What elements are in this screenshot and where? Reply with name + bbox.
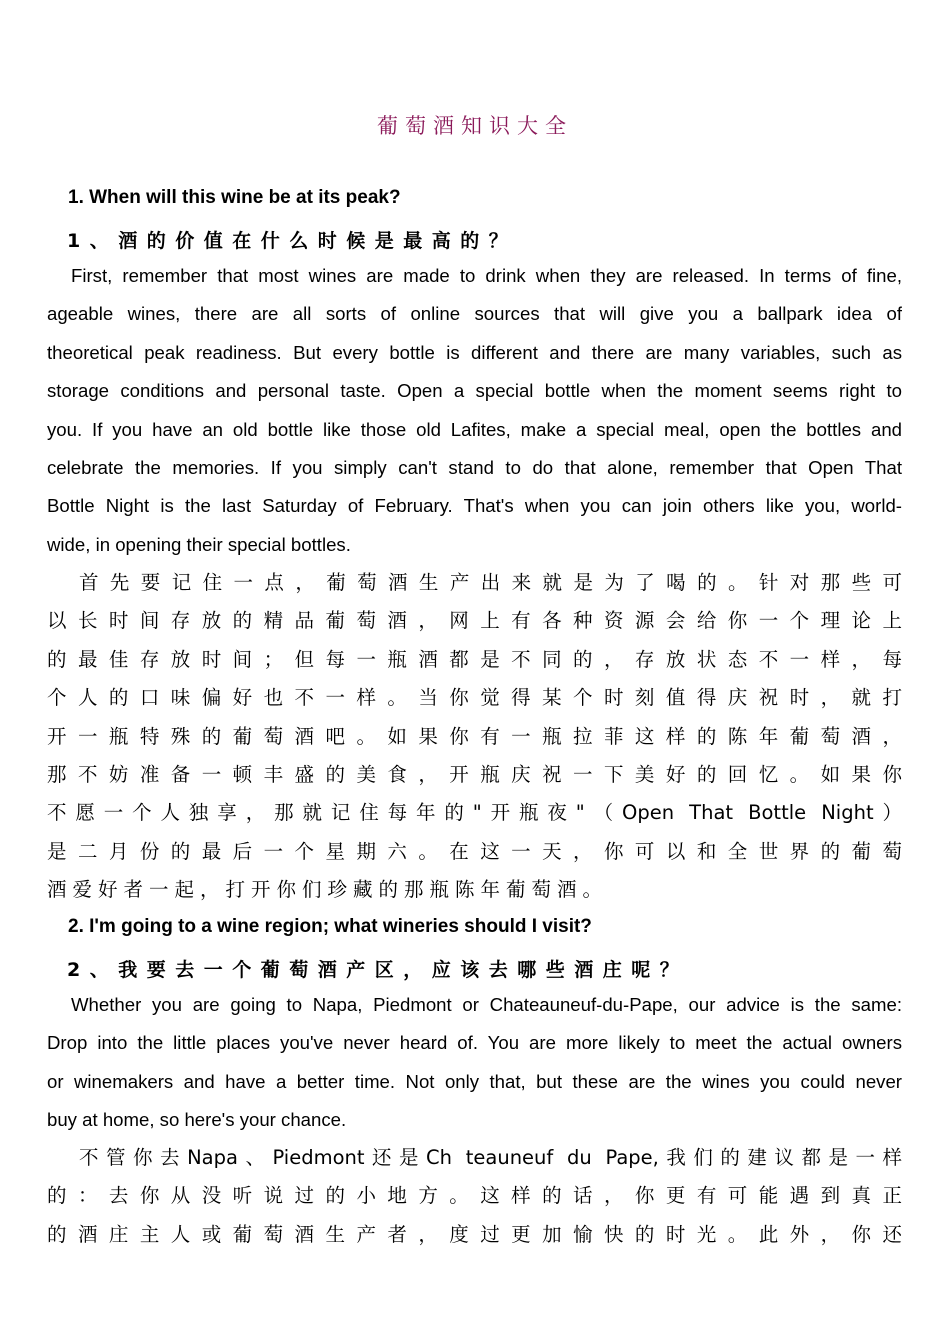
paragraph-line: First, remember that most wines are made to drink when they are released. In terms of fine, [71, 265, 902, 286]
paragraph-line: 以长时间存放的精品葡萄酒，网上有各种资源会给你一个理论上 [47, 609, 902, 633]
paragraph-line: 开一瓶特殊的葡萄酒吧。如果你有一瓶拉菲这样的陈年葡萄酒， [47, 724, 902, 748]
paragraph-line: Bottle Night is the last Saturday of February. That's when you can join others like you, world- [47, 495, 902, 517]
paragraph-line: theoretical peak readiness. But every bottle is different and there are many variables, such as [47, 341, 902, 363]
paragraph-line: 的最佳存放时间；但每一瓶酒都是不同的，存放状态不一样，每 [47, 647, 902, 671]
paragraph-line: 的：去你从没听说过的小地方。这样的话，你更有可能遇到真正 [47, 1184, 902, 1208]
section-1-heading-en: 1. When will this wine be at its peak? [68, 187, 401, 208]
section-1-paragraph-en [47, 257, 902, 564]
paragraph-line: 的酒庄主人或葡萄酒生产者，度过更加愉快的时光。此外，你还 [47, 1222, 902, 1246]
section-2-paragraph-en [47, 986, 902, 1140]
paragraph-line: 酒爱好者一起，打开你们珍藏的那瓶陈年葡萄酒。 [47, 878, 609, 902]
paragraph-line: 不管你去Napa、Piedmont还是Ch teauneuf du Pape,我们的建议都是一样 [79, 1146, 902, 1169]
paragraph-line: 那不妨准备一顿丰盛的美食，开瓶庆祝一下美好的回忆。如果你 [47, 762, 902, 786]
paragraph-line: Whether you are going to Napa, Piedmont or Chateauneuf-du-Pape, our advice is the same: [71, 994, 902, 1015]
section-2-heading-en: 2. I'm going to a wine region; what wineries should I visit? [68, 916, 592, 937]
paragraph-line: buy at home, so here's your chance. [47, 1109, 347, 1131]
paragraph-line: 首先要记住一点，葡萄酒生产出来就是为了喝的。针对那些可 [79, 571, 902, 594]
section-2-heading-zh: 2、我要去一个葡萄酒产区，应该去哪些酒庄呢？ [67, 959, 689, 981]
section-1-heading-zh: 1、酒的价值在什么时候是最高的？ [67, 230, 518, 252]
section-2-paragraph-zh [47, 1139, 902, 1254]
paragraph-line: ageable wines, there are all sorts of online sources that will give you a ballpark idea of [47, 303, 902, 325]
paragraph-line: 个人的口味偏好也不一样。当你觉得某个时刻值得庆祝时，就打 [47, 686, 902, 710]
paragraph-line: storage conditions and personal taste. Open a special bottle when the moment seems right to [47, 380, 902, 402]
paragraph-line: 是二月份的最后一个星期六。在这一天，你可以和全世界的葡萄 [47, 839, 902, 863]
paragraph-line: wide, in opening their special bottles. [47, 533, 351, 555]
paragraph-line: celebrate the memories. If you simply can't stand to do that alone, remember that Open That [47, 456, 902, 478]
paragraph-line: or winemakers and have a better time. Not only that, but these are the wines you could never [47, 1070, 902, 1092]
paragraph-line: you. If you have an old bottle like those old Lafites, make a special meal, open the bottles and [47, 418, 902, 440]
document-title: 葡萄酒知识大全 [377, 114, 573, 138]
section-1-paragraph-zh [47, 564, 902, 910]
paragraph-line: 不愿一个人独享，那就记住每年的"开瓶夜"（Open That Bottle Night） [47, 801, 902, 825]
paragraph-line: Drop into the little places you've never heard of. You are more likely to meet the actual owners [47, 1032, 902, 1054]
